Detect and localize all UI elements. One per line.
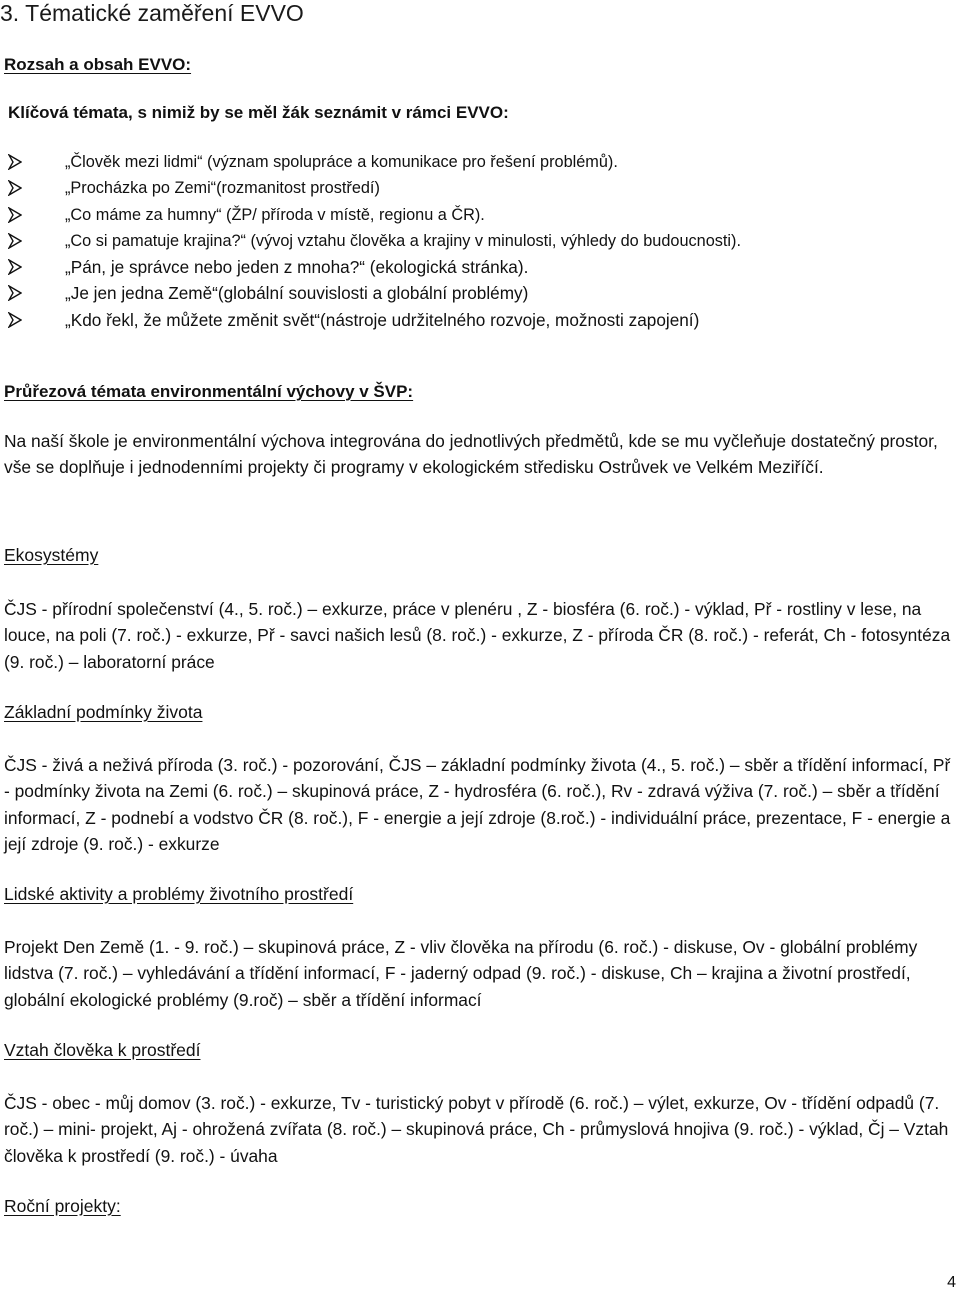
section-heading-life-conditions: Základní podmínky života	[4, 702, 203, 722]
section-body-life-conditions: ČJS - živá a neživá příroda (3. roč.) - pozorování, ČJS – základní podmínky života (4., 5. roč.) – sběr a třídění informací, Př - podmínky života na Zemi (6. roč.) – skupinová práce, Z - hydrosféra (6. roč.), Rv - zdravá výživa (7. roč.) – sběr a třídění informací, Z - podnebí a vodstvo ČR (8. roč.), F - energie a její zdroje (8.roč.) - individuální práce, prezentace, F - energie a její zdroje (9. roč.) - exkurze	[4, 755, 951, 854]
section-heading-human-environment: Vztah člověka k prostředí	[4, 1040, 201, 1060]
list-item	[8, 255, 948, 281]
list-item	[8, 203, 948, 229]
page-number: 4	[947, 1274, 956, 1291]
arrow-bullet-icon	[8, 312, 22, 328]
list-item-text: „Co máme za humny“ (ŽP/ příroda v místě, regionu a ČR).	[65, 205, 485, 224]
list-item	[8, 176, 948, 202]
arrow-bullet-icon	[8, 207, 22, 223]
section-body-human-activities: Projekt Den Země (1. - 9. roč.) – skupinová práce, Z - vliv člověka na přírodu (6. roč.) - diskuse, Ov - globální problémy lidstva (7. roč.) – vyhledávání a třídění informací, F - jaderný odpad (9. roč.) - diskuse, Ch – krajina a životní prostředí, globální ekologické problémy (9.roč) – sběr a třídění informací	[4, 937, 918, 1010]
arrow-bullet-icon	[8, 180, 22, 196]
list-item-text: „Člověk mezi lidmi“ (význam spolupráce a komunikace pro řešení problémů).	[65, 153, 618, 171]
page-title: 3. Tématické zaměření EVVO	[0, 0, 304, 26]
scope-heading: Rozsah a obsah EVVO:	[4, 55, 192, 74]
section-body-ecosystems: ČJS - přírodní společenství (4., 5. roč.) – exkurze, práce v plenéru , Z - biosféra (6. roč.) - výklad, Př - rostliny v lese, na louce, na poli (7. roč.) - exkurze, Př - savci našich lesů (8. roč.) - exkurze, Z - příroda ČR (8. roč.) - referát, Ch - fotosyntéza (9. roč.) – laboratorní práce	[4, 599, 951, 672]
list-item	[8, 308, 948, 334]
arrow-bullet-icon	[8, 233, 22, 249]
arrow-bullet-icon	[8, 259, 22, 275]
list-item	[8, 229, 948, 255]
list-item-text: „Kdo řekl, že můžete změnit svět“(nástroje udržitelného rozvoje, možnosti zapojení)	[65, 309, 700, 330]
intro-paragraph: Na naší škole je environmentální výchova integrována do jednotlivých předmětů, kde se mu vyčleňuje dostatečný prostor, vše se doplňuje i jednodenními projekty či programy v ekologickém středisku Ostrůvek ve Velkém Meziříčí.	[4, 431, 938, 478]
list-item	[8, 281, 948, 307]
key-topics-heading: Klíčová témata, s nimiž by se měl žák seznámit v rámci EVVO:	[8, 103, 509, 122]
arrow-bullet-icon	[8, 285, 22, 301]
list-item-text: „Je jen jedna Země“(globální souvislosti a globální problémy)	[65, 283, 529, 304]
annual-projects-heading: Roční projekty:	[4, 1196, 121, 1216]
list-item-text: „Co si pamatuje krajina?“ (vývoj vztahu člověka a krajiny v minulosti, výhledy do budoucnosti).	[65, 231, 741, 250]
list-item	[8, 150, 948, 176]
cross-topics-heading: Průřezová témata environmentální výchovy v ŠVP:	[4, 382, 414, 401]
section-body-human-environment: ČJS - obec - můj domov (3. roč.) - exkurze, Tv - turistický pobyt v přírodě (6. roč.) – výlet, exkurze, Ov - třídění odpadů (7. roč.) – mini- projekt, Aj - ohrožená zvířata (8. roč.) – skupinová práce, Ch - průmyslová hnojiva (9. roč.) - výklad, Čj – Vztah člověka k prostředí (9. roč.) - úvaha	[4, 1093, 949, 1166]
key-topics-list	[8, 150, 948, 334]
section-heading-ecosystems: Ekosystémy	[4, 545, 99, 565]
arrow-bullet-icon	[8, 154, 22, 170]
section-heading-human-activities: Lidské aktivity a problémy životního prostředí	[4, 884, 354, 904]
list-item-text: „Procházka po Zemi“(rozmanitost prostředí)	[65, 179, 380, 198]
list-item-text: „Pán, je správce nebo jeden z mnoha?“ (ekologická stránka).	[65, 257, 529, 278]
